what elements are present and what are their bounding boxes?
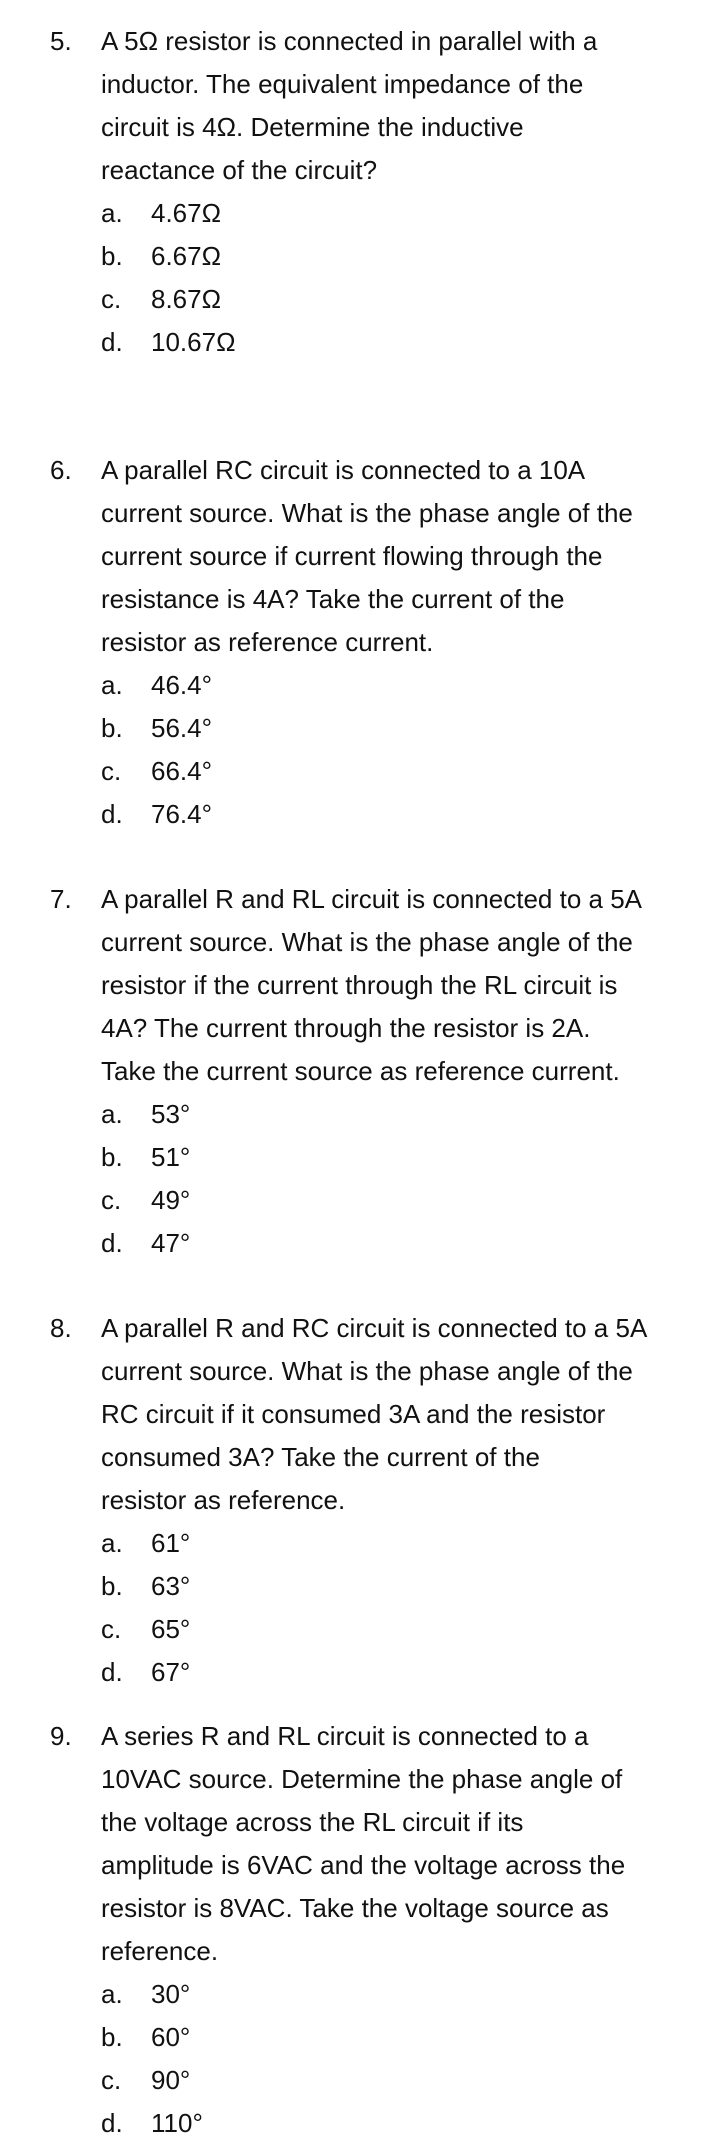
- option-letter: b.: [101, 2022, 123, 2052]
- question-text-line: A series R and RL circuit is connected to a: [101, 1721, 589, 1751]
- option-letter: a.: [101, 1099, 123, 1129]
- option-value: 49°: [151, 1185, 191, 1215]
- question-text-line: current source. What is the phase angle of the: [101, 1356, 633, 1386]
- option-value: 66.4°: [151, 756, 213, 786]
- question-text-line: resistor as reference.: [101, 1485, 346, 1515]
- answer-option-c: [101, 1608, 361, 1651]
- answer-option-d: [101, 321, 361, 364]
- option-letter: c.: [101, 1185, 122, 1215]
- question-text-line: inductor. The equivalent impedance of the: [101, 69, 584, 99]
- answer-option-a: [101, 1973, 361, 2016]
- option-letter: b.: [101, 1142, 123, 1172]
- question-text-line: A parallel R and RL circuit is connected to a 5A: [101, 884, 642, 914]
- question-text-line: A 5Ω resistor is connected in parallel with a: [101, 26, 598, 56]
- option-value: 47°: [151, 1228, 191, 1258]
- answer-option-a: [101, 1093, 361, 1136]
- question-text-line: reactance of the circuit?: [101, 155, 378, 185]
- question-text-line: 10VAC source. Determine the phase angle of: [101, 1764, 623, 1794]
- question-number: 7.: [50, 884, 72, 914]
- option-value: 67°: [151, 1657, 191, 1687]
- option-letter: d.: [101, 327, 123, 357]
- option-letter: b.: [101, 241, 123, 271]
- option-letter: c.: [101, 756, 122, 786]
- question-text-line: amplitude is 6VAC and the voltage across the: [101, 1850, 626, 1880]
- question-text-line: A parallel RC circuit is connected to a 10A: [101, 455, 586, 485]
- option-letter: c.: [101, 284, 122, 314]
- option-value: 10.67Ω: [151, 327, 236, 357]
- question-text-line: current source. What is the phase angle of the: [101, 927, 633, 957]
- question-number: 9.: [50, 1721, 72, 1751]
- option-value: 30°: [151, 1979, 191, 2009]
- option-letter: b.: [101, 713, 123, 743]
- answer-option-c: [101, 750, 361, 793]
- option-value: 65°: [151, 1614, 191, 1644]
- option-value: 8.67Ω: [151, 284, 222, 314]
- question-text-line: resistor is 8VAC. Take the voltage source as: [101, 1893, 609, 1923]
- answer-option-d: [101, 2102, 361, 2145]
- question-text-line: the voltage across the RL circuit if its: [101, 1807, 524, 1837]
- question-text-line: reference.: [101, 1936, 219, 1966]
- option-value: 76.4°: [151, 799, 213, 829]
- question-text-line: current source. What is the phase angle of the: [101, 498, 633, 528]
- option-letter: b.: [101, 1571, 123, 1601]
- option-letter: c.: [101, 1614, 122, 1644]
- answer-option-a: [101, 192, 361, 235]
- option-value: 60°: [151, 2022, 191, 2052]
- answer-option-d: [101, 1651, 361, 1694]
- option-letter: a.: [101, 1528, 123, 1558]
- answer-option-a: [101, 1522, 361, 1565]
- question-number: 8.: [50, 1313, 72, 1343]
- option-letter: c.: [101, 2065, 122, 2095]
- question-text-line: consumed 3A? Take the current of the: [101, 1442, 540, 1472]
- option-letter: d.: [101, 2108, 123, 2138]
- option-value: 61°: [151, 1528, 191, 1558]
- answer-option-b: [101, 235, 361, 278]
- answer-option-b: [101, 707, 361, 750]
- question-text-line: A parallel R and RC circuit is connected to a 5A: [101, 1313, 648, 1343]
- option-value: 4.67Ω: [151, 198, 222, 228]
- question-text-line: resistor as reference current.: [101, 627, 434, 657]
- option-value: 53°: [151, 1099, 191, 1129]
- question-number: 5.: [50, 26, 72, 56]
- answer-option-d: [101, 793, 361, 836]
- question-text-line: resistor if the current through the RL circuit is: [101, 970, 618, 1000]
- question-text-line: RC circuit if it consumed 3A and the resistor: [101, 1399, 606, 1429]
- option-letter: d.: [101, 1228, 123, 1258]
- answer-option-c: [101, 1179, 361, 1222]
- option-letter: d.: [101, 1657, 123, 1687]
- question-text-line: current source if current flowing through the: [101, 541, 603, 571]
- question-text-line: 4A? The current through the resistor is 2A.: [101, 1013, 591, 1043]
- option-value: 90°: [151, 2065, 191, 2095]
- option-value: 46.4°: [151, 670, 213, 700]
- answer-option-b: [101, 1565, 361, 1608]
- answer-option-d: [101, 1222, 361, 1265]
- question-text-line: circuit is 4Ω. Determine the inductive: [101, 112, 524, 142]
- question-text-line: Take the current source as reference current.: [101, 1056, 620, 1086]
- answer-option-b: [101, 2016, 361, 2059]
- answer-option-c: [101, 278, 361, 321]
- option-value: 6.67Ω: [151, 241, 222, 271]
- answer-option-c: [101, 2059, 361, 2102]
- question-number: 6.: [50, 455, 72, 485]
- option-value: 63°: [151, 1571, 191, 1601]
- option-letter: a.: [101, 1979, 123, 2009]
- answer-option-a: [101, 664, 361, 707]
- question-text-line: resistance is 4A? Take the current of the: [101, 584, 565, 614]
- answer-option-b: [101, 1136, 361, 1179]
- option-value: 51°: [151, 1142, 191, 1172]
- option-letter: d.: [101, 799, 123, 829]
- option-letter: a.: [101, 198, 123, 228]
- option-value: 56.4°: [151, 713, 213, 743]
- option-value: 110°: [151, 2108, 203, 2138]
- option-letter: a.: [101, 670, 123, 700]
